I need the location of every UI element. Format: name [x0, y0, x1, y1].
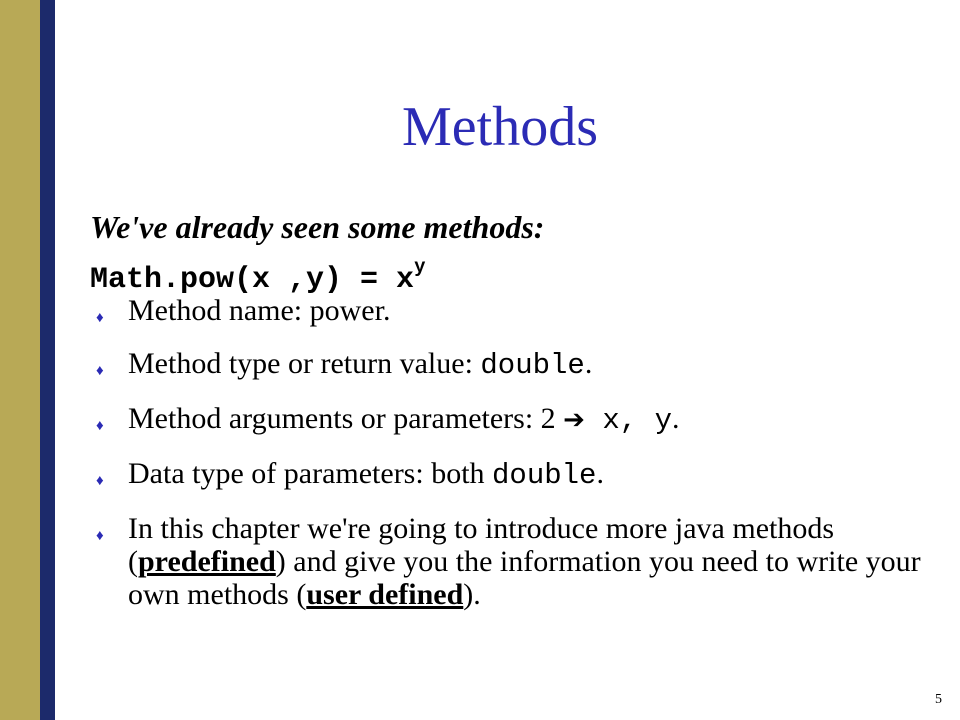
emphasis-user-defined: user defined [306, 578, 464, 611]
code-example-exponent: y [414, 256, 426, 278]
right-arrow-icon: ➔ [563, 405, 585, 435]
bullet-list [90, 294, 930, 611]
bullet-item-arguments [90, 402, 930, 437]
bullet-text-end: . [596, 457, 604, 490]
bullet-text: Method type or return value: [128, 347, 481, 380]
code-example [90, 252, 930, 297]
bullet-item-return-type [90, 347, 930, 382]
bullet-text: Data type of parameters: both [128, 457, 493, 490]
bullet-text-end: . [671, 402, 680, 435]
code-params: x, y [584, 404, 672, 437]
bullet-text-end: ). [463, 578, 481, 611]
slide-title: Methods [402, 96, 598, 158]
page-number: 5 [935, 692, 942, 707]
bullet-item-chapter-intro [90, 512, 930, 611]
code-double: double [492, 459, 597, 492]
slide-content [90, 208, 930, 631]
emphasis-predefined: predefined [138, 545, 276, 578]
left-accent-stripe [40, 0, 55, 720]
bullet-text: Method name: power. [128, 294, 391, 327]
left-decorative-band [0, 0, 40, 720]
diamond-bullet-icon: ♦ [96, 310, 104, 326]
diamond-bullet-icon: ♦ [96, 528, 104, 544]
bullet-text-end: . [584, 347, 593, 380]
bullet-text: In this chapter we're going to introduce more java methods ( [128, 512, 835, 578]
code-double: double [480, 349, 585, 382]
bullet-item-method-name [90, 294, 930, 327]
code-example-text: Math.pow(x ,y) = x [90, 263, 415, 297]
bullet-text: Method arguments or parameters: 2 [128, 402, 564, 435]
diamond-bullet-icon: ♦ [96, 418, 104, 434]
bullet-item-param-types [90, 457, 930, 492]
bullet-text-middle: ) and give you the information you need to write your own methods ( [128, 545, 921, 611]
diamond-bullet-icon: ♦ [96, 473, 104, 489]
intro-text: We've already seen some methods: [90, 209, 545, 245]
diamond-bullet-icon: ♦ [96, 363, 104, 379]
